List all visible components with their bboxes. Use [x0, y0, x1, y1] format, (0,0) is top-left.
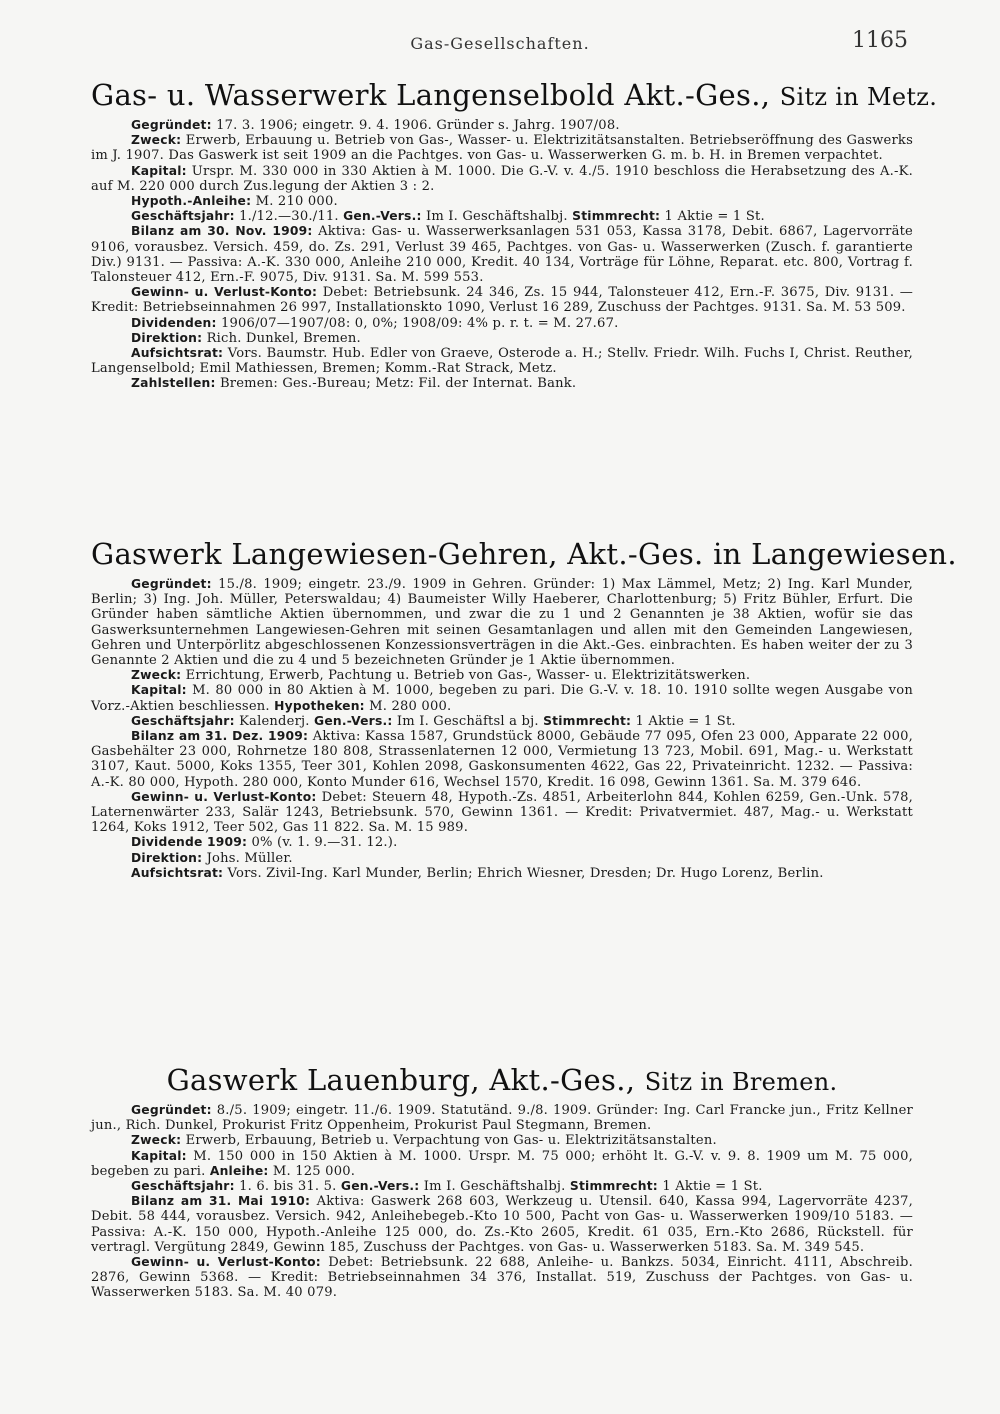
entry-profit-loss: Gewinn- u. Verlust-Konto: Debet: Betriebsunk. 22 688, Anleihe- u. Bankzs. 5034, Einricht. 4111, Abschreib. 2876, Gewinn 5368. — Kredit: Betriebseinnahmen 34 376, Installat. 519, Zuschuss der Pachtges. von Gas- u. Wasserwerken 5183. Sa. M. 40 079. — [91, 1255, 913, 1301]
entry-mortgage-loan: Hypoth.-Anleihe: M. 210 000. — [131, 194, 338, 210]
company-name: Gaswerk Lauenburg, Akt.-Ges., — [166, 1063, 636, 1097]
running-head-title: Gas-Gesellschaften. — [410, 34, 590, 53]
entry-purpose: Zweck: Erwerb, Erbauung, Betrieb u. Verpachtung von Gas- u. Elektrizitätsanstalten. — [131, 1133, 717, 1149]
entry-balance-sheet: Bilanz am 31. Dez. 1909: Aktiva: Kassa 1587, Grundstück 8000, Gebäude 77 095, Ofen 23 000, Apparate 22 000, Gasbehälter 23 000, Rohrnetze 180 808, Strassenlaternen 12 000, Vermietung 13 723, Mobil. 691, Mag.- u. Werkstatt 3107, Kaut. 5000, Koks 1355, Teer 301, Kohlen 2098, Gaskonsumenten 4622, Gas 22, Privateinricht. 1232. — Passiva: A.-K. 80 000, Hypoth. 280 000, Konto Munder 616, Wechsel 1570, Kredit. 16 098, Gewinn 1361. Sa. M. 379 646. — [91, 729, 913, 790]
company-entry-langewiesen-gehren — [91, 537, 957, 881]
company-name: Gaswerk Langewiesen-Gehren, Akt.-Ges. in Langewiesen. — [91, 537, 957, 571]
company-body — [91, 118, 913, 392]
entry-management: Direktion: Johs. Müller. — [131, 850, 293, 866]
entry-capital: Kapital: Urspr. M. 330 000 in 330 Aktien à M. 1000. Die G.-V. v. 4./5. 1910 beschloss die Herabsetzung des A.-K. auf M. 220 000 durch Zus.legung der Aktien 3 : 2. — [91, 163, 913, 194]
entry-capital: Kapital: M. 150 000 in 150 Aktien à M. 1000. Urspr. M. 75 000; erhöht lt. G.-V. v. 9. 8. 1909 um M. 75 000, begeben zu pari. Anleihe: M. 125 000. — [91, 1148, 913, 1179]
company-title — [91, 537, 957, 571]
company-title — [91, 1063, 913, 1097]
company-seat: Sitz in Bremen. — [644, 1068, 838, 1096]
entry-purpose: Zweck: Errichtung, Erwerb, Pachtung u. Betrieb von Gas-, Wasser- u. Elektrizitätswerken. — [131, 668, 751, 684]
company-body — [91, 577, 913, 881]
company-entry-langenselbold — [91, 78, 938, 392]
entry-profit-loss: Gewinn- u. Verlust-Konto: Debet: Betriebsunk. 24 346, Zs. 15 944, Talonsteuer 412, Ern.-F. 3675, Div. 9131. — Kredit: Betriebseinnahmen 26 997, Installationskto 1090, Verlust 16 289, Zuschuss der Pachtges. 9131. Sa. M. 53 509. — [91, 285, 913, 316]
entry-purpose: Zweck: Erwerb, Erbauung u. Betrieb von Gas-, Wasser- u. Elektrizitätsanstalten. Betriebseröffnung des Gaswerks im J. 1907. Das Gaswerk ist seit 1909 an die Pachtges. von Gas- u. Wasserwerken G. m. b. H. in Bremen verpachtet. — [91, 133, 913, 164]
company-title — [91, 78, 938, 112]
company-name: Gas- u. Wasserwerk Langenselbold Akt.-Ges., — [91, 78, 771, 112]
entry-balance-sheet: Bilanz am 31. Mai 1910: Aktiva: Gaswerk 268 603, Werkzeug u. Utensil. 640, Kassa 994, Lagervorräte 4237, Debit. 58 444, vorausbez. Versich. 942, Anleihebegeb.-Kto 10 500, Pacht von Gas- u. Wasserwerken 1909/10 5183. — Passiva: A.-K. 150 000, Hypoth.-Anleihe 125 000, do. Zs.-Kto 2605, Kredit. 61 035, Ern.-Kto 2686, Rückstell. für vertragl. Vergütung 2849, Gewinn 185, Zuschuss der Pachtges. von Gas- u. Wasserwerken 5183. Sa. M. 349 545. — [91, 1194, 913, 1255]
entry-dividends: Dividenden: 1906/07—1907/08: 0, 0%; 1908/09: 4% p. r. t. = M. 27.67. — [131, 315, 619, 331]
entry-supervisory-board: Aufsichtsrat: Vors. Baumstr. Hub. Edler von Graeve, Osterode a. H.; Stellv. Friedr. Wilh. Fuchs I, Christ. Reuther, Langenselbold; Emil Mathiessen, Bremen; Komm.-Rat Strack, Metz. — [91, 346, 913, 377]
entry-founded: Gegründet: 17. 3. 1906; eingetr. 9. 4. 1906. Gründer s. Jahrg. 1907/08. — [131, 118, 620, 133]
entry-business-year: Geschäftsjahr: 1./12.—30./11. Gen.-Vers.: Im I. Geschäftshalbj. Stimmrecht: 1 Aktie = 1 St. — [131, 209, 765, 225]
entry-business-year: Geschäftsjahr: Kalenderj. Gen.-Vers.: Im I. Geschäftsl a bj. Stimmrecht: 1 Aktie = 1 St. — [131, 713, 736, 729]
company-body — [91, 1103, 913, 1301]
entry-founded: Gegründet: 8./5. 1909; eingetr. 11./6. 1909. Statutänd. 9./8. 1909. Gründer: Ing. Carl Francke jun., Fritz Kellner jun., Rich. Dunkel, Prokurist Fritz Oppenheim, Prokurist Paul Stegmann, Bremen. — [91, 1103, 913, 1134]
entry-founded: Gegründet: 15./8. 1909; eingetr. 23./9. 1909 in Gehren. Gründer: 1) Max Lämmel, Metz; 2) Ing. Karl Munder, Berlin; 3) Ing. Joh. Müller, Peterswaldau; 4) Baumeister Willy Haeberer, Charlottenburg; 5) Fritz Bühler, Erfurt. Die Gründer haben sämtliche Aktien übernommen, und zwar die zu 1 und 2 Genannten je 38 Aktien, wofür sie das Gaswerksunternehmen Langewiesen-Gehren mit seinen Gesamtanlagen und allen mit den Gemeinden Langewiesen, Gehren und Unterpörlitz abgeschlossenen Konzessionsverträgen in die Akt.-Ges. einbrachten. Es haben weiter der zu 3 Genannte 2 Aktien und die zu 4 und 5 bezeichneten Gründer je 1 Aktie übernommen. — [91, 577, 913, 669]
entry-management: Direktion: Rich. Dunkel, Bremen. — [131, 330, 361, 346]
entry-paying-agents: Zahlstellen: Bremen: Ges.-Bureau; Metz: Fil. der Internat. Bank. — [131, 376, 577, 392]
entry-business-year: Geschäftsjahr: 1. 6. bis 31. 5. Gen.-Vers.: Im I. Geschäftshalbj. Stimmrecht: 1 Aktie = 1 St. — [131, 1179, 763, 1195]
page-number: 1165 — [852, 28, 908, 53]
entry-supervisory-board: Aufsichtsrat: Vors. Zivil-Ing. Karl Munder, Berlin; Ehrich Wiesner, Dresden; Dr. Hugo Lorenz, Berlin. — [131, 865, 824, 881]
entry-balance-sheet: Bilanz am 30. Nov. 1909: Aktiva: Gas- u. Wasserwerksanlagen 531 053, Kassa 3178, Debit. 6867, Lagervorräte 9106, vorausbez. Versich. 459, do. Zs. 291, Verlust 39 465, Pachtges. von Gas- u. Wasserwerken (Zusch. f. garantierte Div.) 9131. — Passiva: A.-K. 330 000, Anleihe 210 000, Kredit. 40 134, Vorträge für Löhne, Reparat. etc. 800, Vortrag f. Talonsteuer 412, Ern.-F. 9075, Div. 9131. Sa. M. 599 553. — [91, 224, 913, 286]
entry-capital: Kapital: M. 80 000 in 80 Aktien à M. 1000, begeben zu pari. Die G.-V. v. 18. 10. 1910 sollte wegen Ausgabe von Vorz.-Aktien beschliessen. Hypotheken: M. 280 000. — [91, 683, 913, 714]
company-seat: Sitz in Metz. — [779, 83, 938, 111]
entry-profit-loss: Gewinn- u. Verlust-Konto: Debet: Steuern 48, Hypoth.-Zs. 4851, Arbeiterlohn 844, Kohlen 6259, Gen.-Unk. 578, Laternenwärter 233, Salär 1243, Betriebsunk. 570, Gewinn 1361. — Kredit: Privatvermiet. 487, Mag.- u. Werkstatt 1264, Koks 1912, Teer 502, Gas 11 822. Sa. M. 15 989. — [91, 789, 913, 836]
entry-dividend: Dividende 1909: 0% (v. 1. 9.—31. 12.). — [131, 835, 398, 851]
running-head — [0, 28, 1000, 58]
company-entry-lauenburg — [91, 1063, 913, 1301]
